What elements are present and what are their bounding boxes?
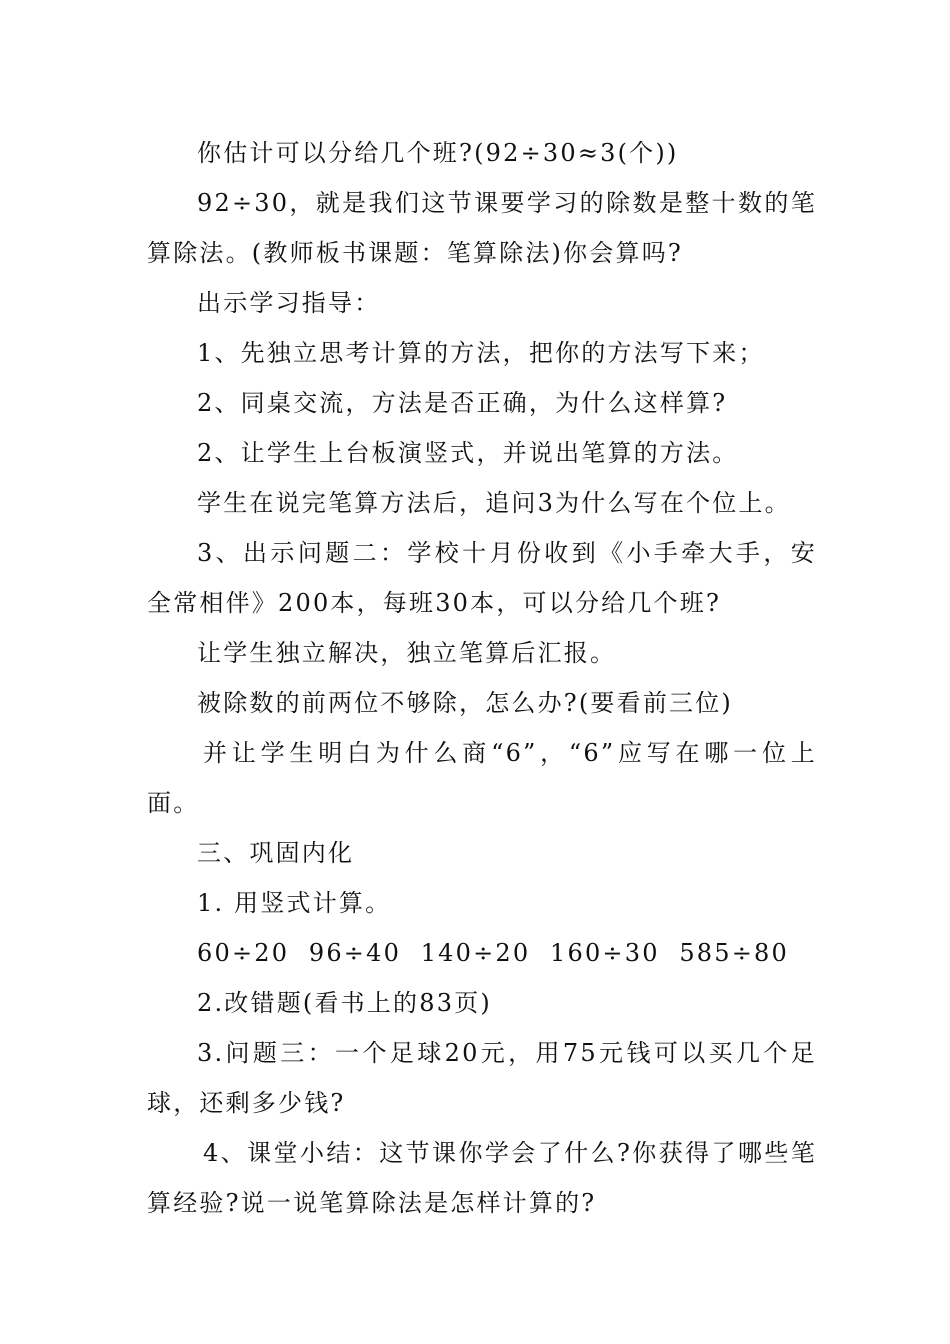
paragraph-exercise-1: 1. 用竖式计算。 xyxy=(197,889,392,917)
paragraph-step-1: 1、先独立思考计算的方法，把你的方法写下来； xyxy=(197,339,765,367)
paragraph-follow-up: 学生在说完笔算方法后，追问3为什么写在个位上。 xyxy=(197,489,791,517)
document-body xyxy=(147,128,817,1228)
paragraph-exercise-list: 60÷20 96÷40 140÷20 160÷30 585÷80 xyxy=(197,939,789,967)
paragraph-guidance-heading: 出示学习指导： xyxy=(197,289,381,317)
paragraph-exercise-2: 2.改错题(看书上的83页) xyxy=(197,989,492,1017)
paragraph-problem-3: 3.问题三：一个足球20元，用75元钱可以买几个足球，还剩多少钱? xyxy=(147,1039,817,1117)
paragraph-step-2: 2、同桌交流，方法是否正确，为什么这样算? xyxy=(197,389,728,417)
paragraph-quotient-position: 并让学生明白为什么商“6”，“6”应写在哪一位上面。 xyxy=(147,739,817,817)
paragraph-problem-2: 3、出示问题二：学校十月份收到《小手牵大手，安全常相伴》200本，每班30本，可以分给几个班? xyxy=(147,539,817,617)
paragraph-summary: 4、课堂小结：这节课你学会了什么?你获得了哪些笔算经验?说一说笔算除法是怎样计算的? xyxy=(147,1139,817,1217)
section-heading-consolidate: 三、巩固内化 xyxy=(197,839,355,867)
paragraph-topic-intro: 92÷30，就是我们这节课要学习的除数是整十数的笔算除法。(教师板书课题：笔算除法)你会算吗? xyxy=(147,189,817,267)
paragraph-estimate: 你估计可以分给几个班?(92÷30≈3(个)) xyxy=(197,139,679,167)
paragraph-independent-solve: 让学生独立解决，独立笔算后汇报。 xyxy=(197,639,617,667)
paragraph-step-2b: 2、让学生上台板演竖式，并说出笔算的方法。 xyxy=(197,439,739,467)
paragraph-first-two-digits: 被除数的前两位不够除，怎么办?(要看前三位) xyxy=(197,689,733,717)
